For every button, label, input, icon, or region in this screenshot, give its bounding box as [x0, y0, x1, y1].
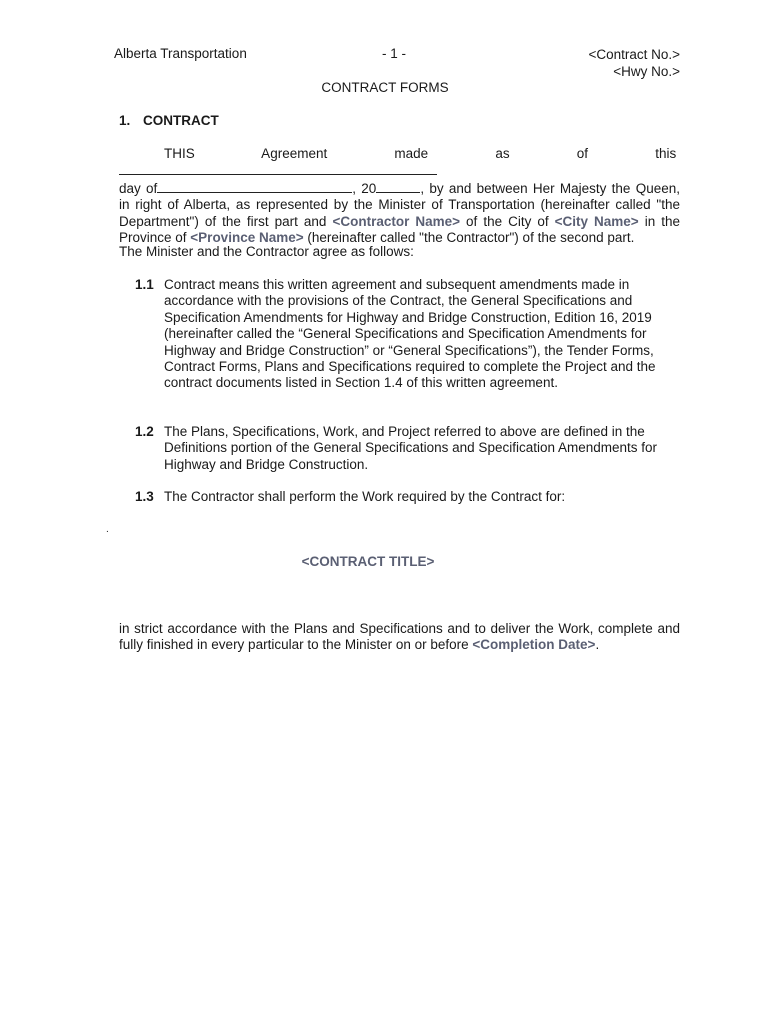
city-name-placeholder: <City Name>: [554, 213, 639, 229]
province-name-placeholder: <Province Name>: [190, 230, 304, 246]
date-blank: [119, 162, 437, 175]
clause-1-2: [119, 424, 682, 473]
section-title: CONTRACT: [143, 113, 219, 128]
final-paragraph: [119, 621, 680, 654]
agreement-year-prefix: , 20: [352, 180, 377, 196]
section-number: 1.: [119, 113, 131, 128]
agreement-rest-4: (hereinafter called "the Contractor") of the second part.: [303, 230, 635, 246]
agreement-rest-1: , by and between Her Majesty the Queen, in right of Alberta, as represented by the Minister of Transportation (hereinafter called "the Department") of the first part and: [119, 180, 680, 229]
contract-title-placeholder: <CONTRACT TITLE>: [301, 554, 435, 569]
final-end: .: [595, 637, 600, 653]
agreement-rest-2: of the City of: [460, 213, 555, 229]
day-blank: [157, 180, 352, 193]
header-references: [588, 46, 680, 80]
clause-number: 1.1: [135, 277, 154, 292]
header-organization: Alberta Transportation: [114, 46, 247, 61]
clause-1-3: [119, 489, 682, 505]
forms-title: CONTRACT FORMS: [321, 80, 449, 95]
contractor-name-placeholder: <Contractor Name>: [332, 213, 461, 229]
agreement-intro: THIS Agreement made as of this: [164, 146, 677, 161]
header-page-number: - 1 -: [382, 46, 407, 61]
section-heading: [119, 113, 219, 128]
header-contract-no: <Contract No.>: [588, 47, 680, 62]
header-hwy-no: <Hwy No.>: [613, 64, 680, 79]
clause-1-1: [119, 277, 682, 392]
agreement-rest-3: in the Province of: [119, 213, 681, 246]
clause-number: 1.3: [135, 489, 154, 504]
clause-number: 1.2: [135, 424, 154, 439]
agreement-day-of: day of: [119, 180, 158, 196]
clause-text: The Contractor shall perform the Work required by the Contract for:: [164, 489, 566, 504]
final-text: in strict accordance with the Plans and Specifications and to deliver the Work, complete and fully finished in every particular to the Minister on or before: [119, 621, 680, 653]
agree-follows-paragraph: The Minister and the Contractor agree as follows:: [119, 244, 414, 259]
stray-mark: .: [106, 524, 109, 535]
clause-text: Contract means this written agreement and subsequent amendments made in accordance with the provisions of the Contract, the General Specifications and Specification Amendments for Highway and Bridge Construction, Edition 16, 2019 (hereinafter called the “General Specifications and Specification Amendments for Highway and Bridge Construction” or “General Specifications”), the Tender Forms, Contract Forms, Plans and Specifications required to complete the Project and the contract documents listed in Section 1.4 of this written agreement.: [164, 277, 656, 391]
clause-text: The Plans, Specifications, Work, and Project referred to above are defined in the Definitions portion of the General Specifications and Specification Amendments for Highway and Bridge Construction.: [164, 424, 658, 472]
year-blank: [376, 180, 420, 193]
agreement-paragraph: [119, 146, 680, 246]
completion-date-placeholder: <Completion Date>: [472, 637, 596, 653]
